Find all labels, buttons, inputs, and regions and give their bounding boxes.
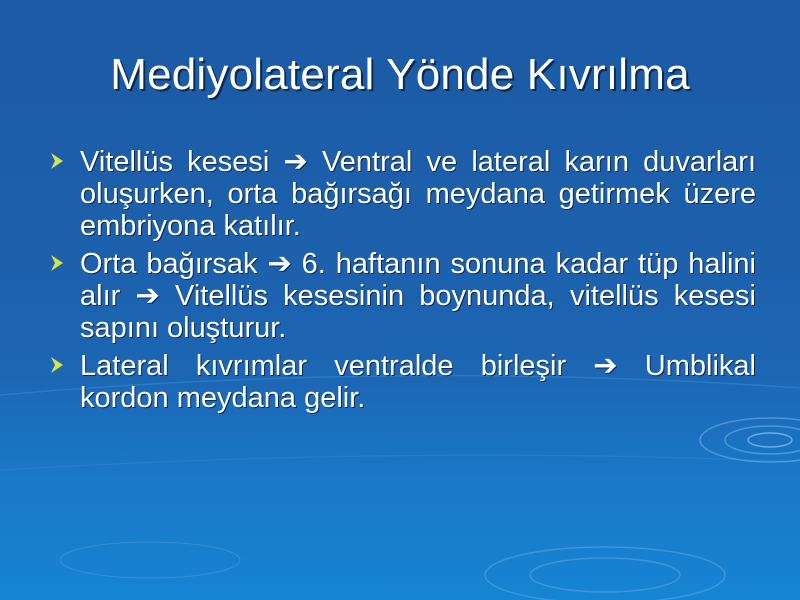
bullet-item [44,248,756,344]
bullet-list [44,146,756,420]
bullet-item [44,350,756,414]
bullet-text: Lateral kıvrımlar ventralde birleşir ➔ Umblikal kordon meydana gelir. [80,350,756,414]
slide-title: Mediyolateral Yönde Kıvrılma [110,50,690,99]
bullet-item [44,146,756,242]
arrowhead-bullet-icon [50,356,64,374]
bullet-text: Orta bağırsak ➔ 6. haftanın sonuna kadar tüp halini alır ➔ Vitellüs kesesinin boynunda, vitellüs kesesi sapını oluşturur. [80,248,756,344]
arrowhead-bullet-icon [50,152,64,170]
arrowhead-bullet-icon [50,254,64,272]
bullet-text: Vitellüs kesesi ➔ Ventral ve lateral karın duvarları oluşurken, orta bağırsağı meydana getirmek üzere embriyona katılır. [80,146,756,242]
